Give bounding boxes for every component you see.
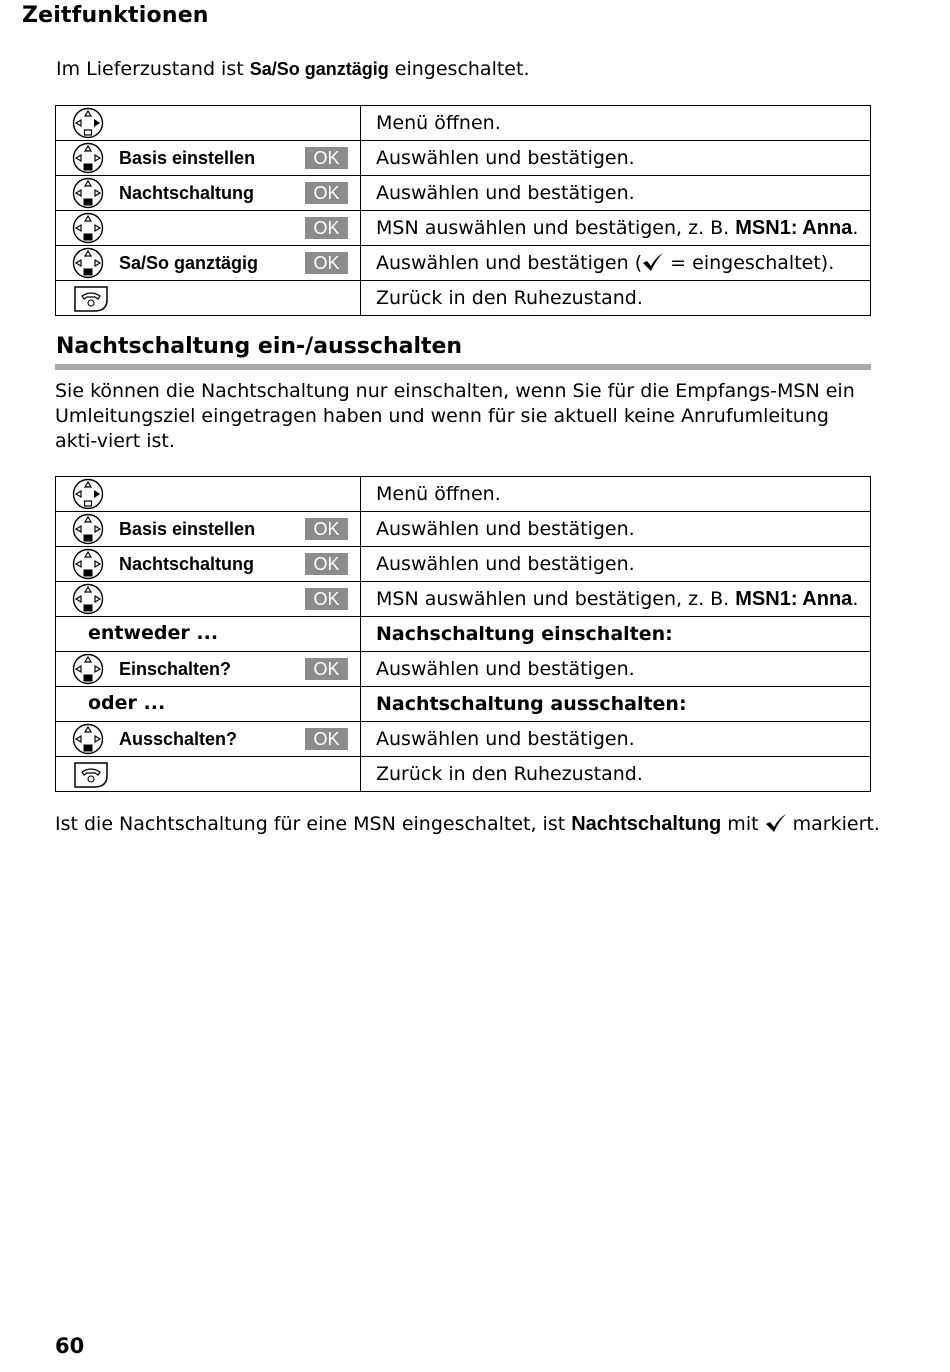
table-row (56, 512, 871, 547)
ok-key: OK (305, 553, 348, 575)
steps-table-1 (55, 105, 871, 316)
menu-item-label: Basis einstellen (119, 518, 256, 539)
table-row (56, 477, 871, 512)
step-key-cell (56, 141, 361, 176)
checkmark-icon (765, 813, 787, 833)
condition-label: entweder ... (88, 621, 219, 644)
page-number: 60 (55, 1334, 85, 1358)
desc-text-after: . (852, 216, 859, 239)
step-description: Auswählen und bestätigen. (361, 512, 871, 547)
desc-text-before: MSN auswählen und bestätigen, z. B. (376, 216, 736, 239)
step-key-cell (56, 281, 361, 316)
condition-description: Nachtschaltung ausschalten: (361, 687, 871, 722)
table-row (56, 547, 871, 582)
desc-text-after: = eingeschaltet). (664, 252, 835, 274)
footer-term: Nachtschaltung (571, 813, 722, 835)
condition-description: Nachschaltung einschalten: (361, 617, 871, 652)
end-call-key-icon (72, 282, 110, 314)
step-key-cell (56, 211, 361, 246)
step-description: Auswählen und bestätigen. (361, 652, 871, 687)
nav-key-down-icon (72, 247, 104, 279)
step-key-cell (56, 106, 361, 141)
table-row (56, 246, 871, 281)
intro-paragraph (56, 58, 530, 80)
step-key-cell (56, 246, 361, 281)
table-row (56, 211, 871, 246)
step-description (361, 582, 871, 617)
end-call-key-icon (72, 758, 110, 790)
desc-term: MSN1: Anna (735, 216, 853, 239)
menu-item-label: Sa/So ganztägig (119, 252, 259, 273)
checkmark-icon (642, 252, 664, 272)
step-description: Auswählen und bestätigen. (361, 547, 871, 582)
step-key-cell (56, 757, 361, 792)
ok-key: OK (305, 147, 348, 169)
condition-cell (56, 687, 361, 722)
step-description (361, 211, 871, 246)
intro-text-after: eingeschaltet. (388, 58, 530, 80)
step-key-cell (56, 652, 361, 687)
table-row (56, 141, 871, 176)
footer-note (55, 813, 880, 836)
ok-key: OK (305, 588, 348, 610)
desc-text-before: Auswählen und bestätigen ( (376, 252, 643, 274)
step-key-cell (56, 582, 361, 617)
footer-text-before: Ist die Nachtschaltung für eine MSN eingeschaltet, ist (55, 813, 572, 835)
nav-key-right-icon (72, 107, 104, 139)
ok-key: OK (305, 658, 348, 680)
ok-key: OK (305, 518, 348, 540)
section-divider (55, 364, 871, 370)
nav-key-down-icon (72, 177, 104, 209)
table-row (56, 722, 871, 757)
step-key-cell (56, 176, 361, 211)
desc-text-before: MSN auswählen und bestätigen, z. B. (376, 587, 736, 610)
nav-key-down-icon (72, 212, 104, 244)
desc-text-after: . (852, 587, 859, 610)
step-description: Zurück in den Ruhezustand. (361, 281, 871, 316)
nav-key-down-icon (72, 583, 104, 615)
ok-key: OK (305, 728, 348, 750)
footer-text-middle: mit (721, 813, 765, 835)
table-row (56, 106, 871, 141)
nav-key-down-icon (72, 513, 104, 545)
nav-key-right-icon (72, 478, 104, 510)
table-row (56, 176, 871, 211)
step-description (361, 246, 871, 281)
step-description: Auswählen und bestätigen. (361, 722, 871, 757)
table-row (56, 757, 871, 792)
table-row (56, 281, 871, 316)
step-key-cell (56, 722, 361, 757)
footer-text-after: markiert. (786, 813, 880, 835)
nav-key-down-icon (72, 548, 104, 580)
page-header-title: Zeitfunktionen (22, 3, 209, 28)
menu-item-label: Einschalten? (119, 658, 232, 679)
table-row (56, 582, 871, 617)
step-key-cell (56, 477, 361, 512)
ok-key: OK (305, 182, 348, 204)
nav-key-down-icon (72, 723, 104, 755)
nav-key-down-icon (72, 142, 104, 174)
intro-text-before: Im Lieferzustand ist (56, 58, 250, 80)
menu-item-label: Ausschalten? (119, 728, 238, 749)
menu-item-label: Nachtschaltung (119, 553, 255, 574)
desc-term: MSN1: Anna (735, 587, 853, 610)
table-row (56, 687, 871, 722)
condition-label: oder ... (88, 691, 166, 714)
nav-key-down-icon (72, 653, 104, 685)
ok-key: OK (305, 217, 348, 239)
menu-item-label: Nachtschaltung (119, 182, 255, 203)
section-title: Nachtschaltung ein-/ausschalten (56, 334, 463, 359)
condition-cell (56, 617, 361, 652)
table-row (56, 652, 871, 687)
menu-item-label: Basis einstellen (119, 147, 256, 168)
step-key-cell (56, 512, 361, 547)
ok-key: OK (305, 252, 348, 274)
step-description: Auswählen und bestätigen. (361, 176, 871, 211)
intro-term: Sa/So ganztägig (249, 59, 389, 79)
section-body-text: Sie können die Nachtschaltung nur einschalten, wenn Sie für die Empfangs-MSN ein Umleitungsziel eingetragen haben und wenn für sie aktuell keine Anrufumleitung akti-viert ist. (55, 380, 855, 452)
step-description: Menü öffnen. (361, 477, 871, 512)
step-description: Zurück in den Ruhezustand. (361, 757, 871, 792)
step-description: Auswählen und bestätigen. (361, 141, 871, 176)
step-key-cell (56, 547, 361, 582)
table-row (56, 617, 871, 652)
steps-table-2 (55, 476, 871, 792)
step-description: Menü öffnen. (361, 106, 871, 141)
